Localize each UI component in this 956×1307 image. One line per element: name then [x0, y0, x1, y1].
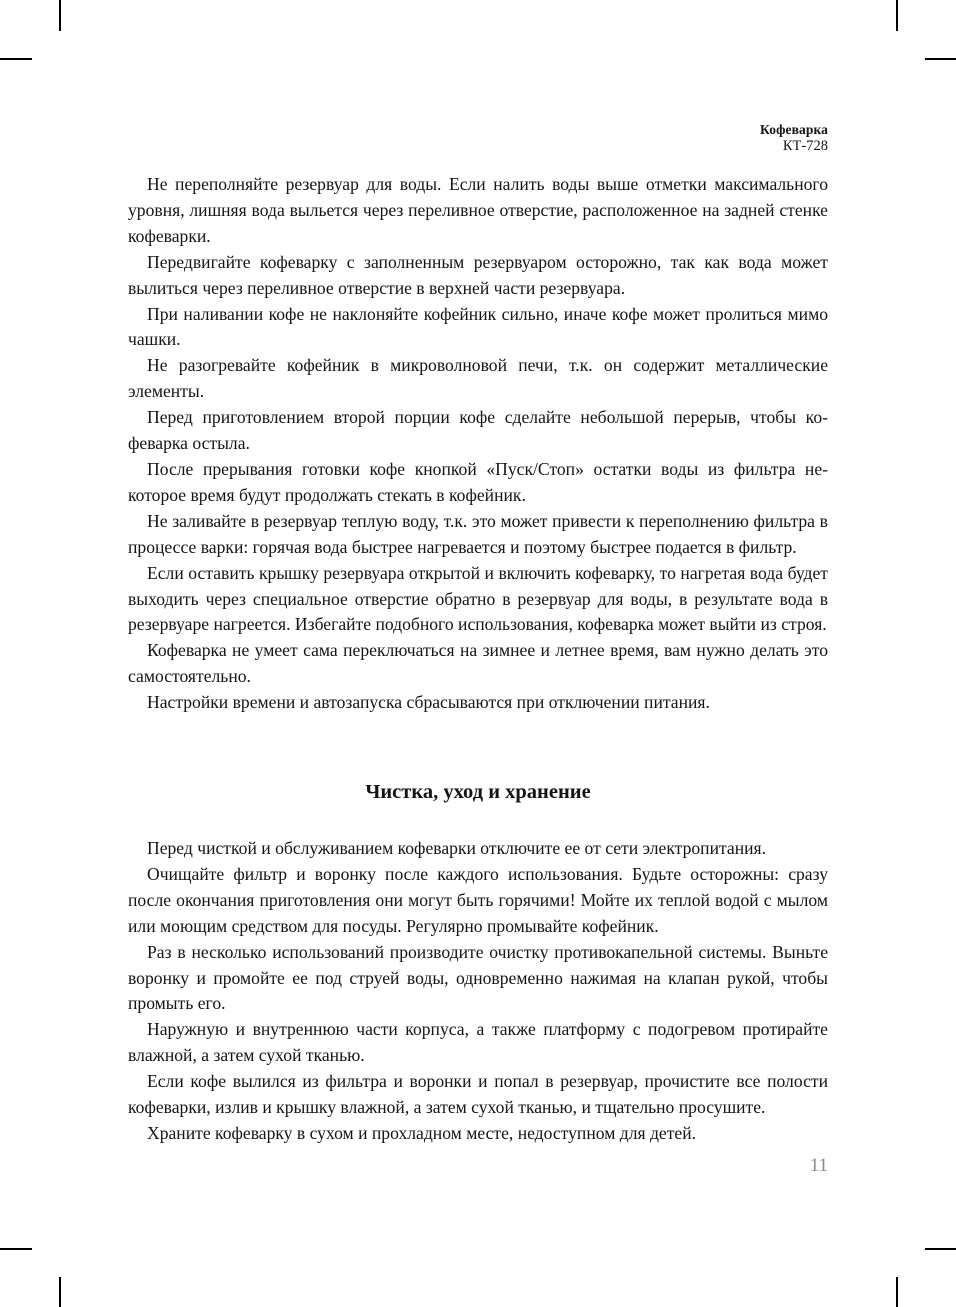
crop-mark-top-left-horizontal: [0, 58, 32, 60]
body-paragraph: Кофеварка не умеет сама переключаться на зимнее и летнее время, вам нужно делать это самостоятельно.: [128, 640, 828, 687]
body-paragraph: Не заливайте в резервуар теплую воду, т.к. это может привести к переполнению фильтра в процессе варки: горячая вода быстрее нагревается и поэтому быстрее подается в фильтр.: [128, 510, 828, 557]
section-paragraph: Раз в несколько использований производите очистку противокапельной системы. Выньте воронку и промойте ее под струей воды, одновременно нажимая на клапан рукой, чтобы промыть его.: [128, 941, 828, 1014]
crop-mark-top-right-vertical: [896, 0, 898, 31]
crop-mark-bottom-right-horizontal: [925, 1248, 956, 1250]
section-paragraph: Наружную и внутреннюю части корпуса, а также платформу с подогревом протирайте влажной, а затем сухой тканью.: [128, 1019, 828, 1066]
body-paragraph: Не переполняйте резервуар для воды. Если налить воды выше отметки максимального уровня, лишняя вода выльется через переливное отверстие, расположенное на задней стенке кофеварки.: [128, 174, 828, 246]
crop-mark-bottom-left-vertical: [59, 1277, 61, 1307]
page-number: 11: [809, 1155, 828, 1176]
text-column: [128, 172, 828, 1147]
running-head-model: КТ-728: [782, 138, 828, 155]
body-paragraph: После прерывания готовки кофе кнопкой «Пуск/Стоп» остатки воды из фильтра некоторое время будут продолжать стекать в кофейник.: [128, 458, 828, 505]
running-head: [128, 122, 828, 156]
body-paragraph: При наливании кофе не наклоняйте кофейник сильно, иначе кофе может пролиться мимо чашки.: [128, 303, 828, 350]
body-paragraph: Не разогревайте кофейник в микроволновой печи, т.к. он содержит металлические элементы.: [128, 355, 828, 402]
running-head-product: Кофеварка: [760, 122, 828, 137]
section-paragraph: Если кофе вылился из фильтра и воронки и попал в резервуар, прочистите все полости кофеварки, излив и крышку влажной, а затем сухой тканью, и тщательно просушите.: [128, 1071, 828, 1118]
crop-mark-top-right-horizontal: [925, 58, 956, 60]
crop-mark-bottom-left-horizontal: [0, 1248, 32, 1250]
section-heading: Чистка, уход и хранение: [365, 781, 591, 804]
body-paragraph: Настройки времени и автозапуска сбрасываются при отключении питания.: [147, 692, 710, 713]
section-paragraph: Очищайте фильтр и воронку после каждого использования. Будьте осторожны: сразу после окончания приготовления они могут быть горячими! Мойте их теплой водой с мылом или моющим средством для посуды. Регулярно промывайте кофейник.: [128, 863, 828, 936]
section-paragraph: Перед чисткой и обслуживанием кофеварки отключите ее от сети электропитания.: [147, 838, 767, 859]
body-paragraph: Если оставить крышку резервуара открытой и включить кофеварку, то нагретая вода будет выходить через специальное отверстие обратно в резервуар для воды, в результате вода в резервуаре нагреется. Избегайте подобного использования, кофеварка может выйти из строя.: [128, 562, 828, 635]
crop-mark-bottom-right-vertical: [896, 1277, 898, 1307]
section-paragraph: Храните кофеварку в сухом и прохладном месте, недоступном для детей.: [147, 1123, 697, 1143]
crop-mark-top-left-vertical: [59, 0, 61, 31]
body-paragraph: Перед приготовлением второй порции кофе сделайте небольшой перерыв, чтобы кофеварка остыла.: [128, 407, 828, 454]
body-paragraph: Передвигайте кофеварку с заполненным резервуаром осторожно, так как вода может вылиться через переливное отверстие в верхней части резервуара.: [128, 251, 828, 298]
